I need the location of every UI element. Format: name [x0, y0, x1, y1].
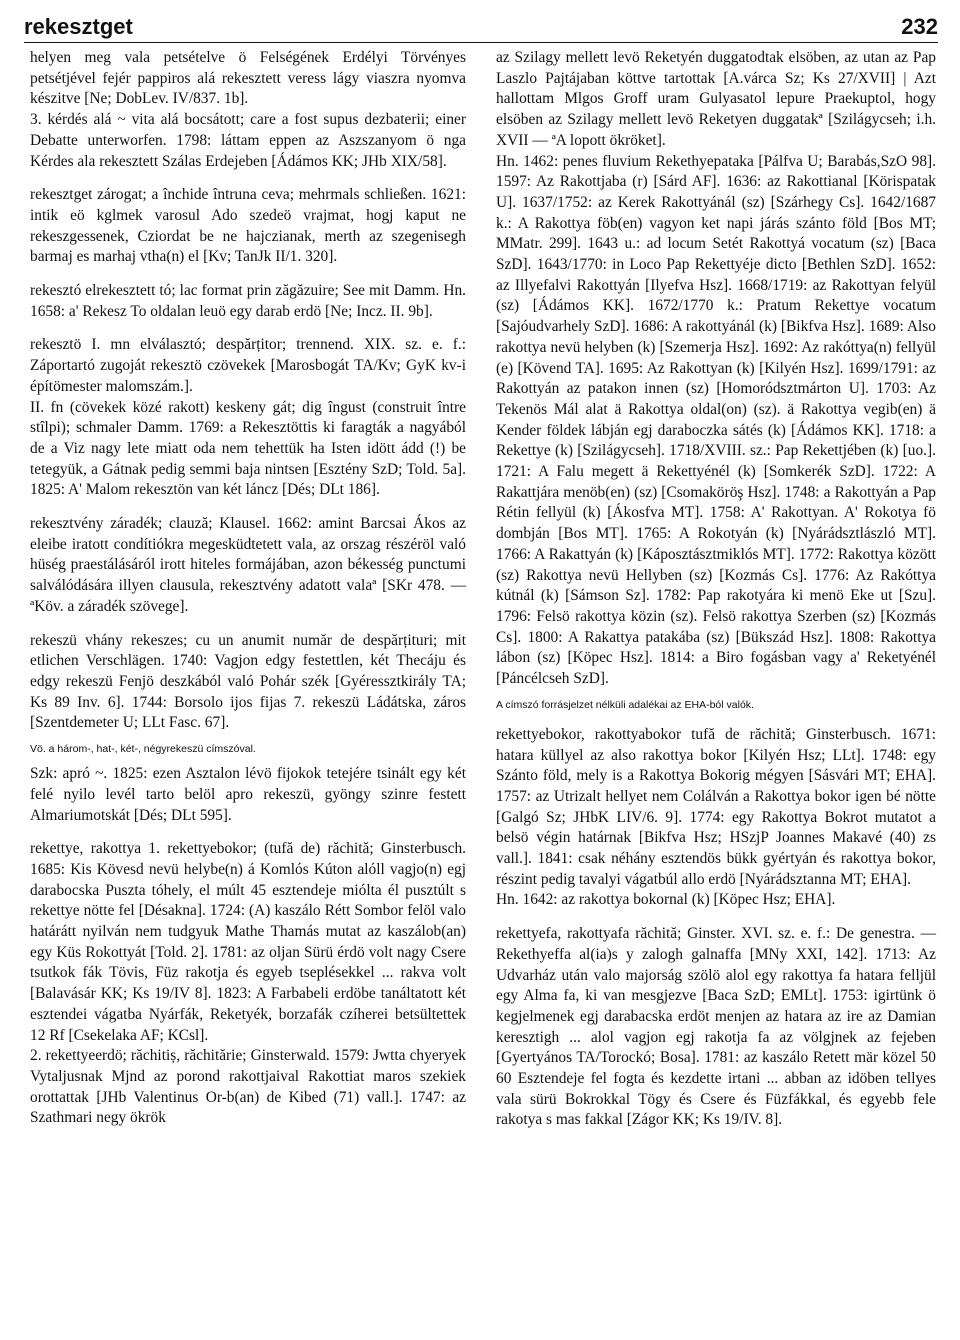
header-rule [24, 42, 938, 43]
running-headword: rekesztget [24, 14, 133, 39]
dictionary-entry: rekettyebokor, rakottyabokor tufă de răchită; Ginsterbusch. 1671: hatara küllyel az also rakottya bokor [Kilyén Hsz; LLt]. 1748: egy Szánto föld, mely is a Rakottya Bokorig mégyen [Sásvári MT; EHA]. 1757: az Utrizalt hellyet nem Colálván a Rakottya bokor igen bé nötte [Galgó Sz; JHbK LIV/6. 9]. 1774: egy Rakottya Bokrot mutatot a belsö végin határnak [Bikfva Hsz; HSzjP Joannes Makavé (40) zs vall.]. 1841: csak néhány esztendös bükk gyértyán és rakottya bokor, részint pedig tavalyi vágatbúl allo erdö [Nyárádsztanna MT; EHA]. [496, 725, 936, 888]
phrase-paragraph: Szk: apró ~. 1825: ezen Asztalon lévö fijokok tetejére tsinált egy két felé nyilo levél tarto belöl apro rekeszü, gyöngy szinre festett Almariumotskát [Dés; DLt 595]. [30, 765, 466, 824]
source-note: A címszó forrásjelzet nélküli adalékai az EHA-ból valók. [496, 698, 754, 711]
dictionary-entry: rekettyefa, rakottyafa răchită; Ginster. XVI. sz. e. f.: De genestra. — Rekethyeffa al(ia)s y zalogh galnaffa [MNy XXI, 142]. 1713: Az Udvarház után valo majorság szölö alol egy rakottya fa hatara felljül egy Alma fa, ki van mesgjezve [Baca SzD; EMLt]. 1753: igirtünk ö kegjelmenek egj darabacska erdöt menjen az hatara az ire az Damian keresztigh ... alol vagjon egj rakotja fa az völgjnek az fejeben [Gyertyános TA/Torockó; Bosa]. 1781: az kaszálo Retett mär közel 50 60 Esztendeje fel fogta és kezdette irtani ... abban az idöben tellyes vala sürü Bokrokkal Tögy és Csere és Füzfákkal, és egyebb fele rakotya s mas fakkal [Zágor KK; Ks 19/IV. 8]. [496, 925, 936, 1129]
page-number: 232 [901, 14, 938, 39]
sense-paragraph: 3. kérdés alá ~ vita alá bocsátott; care a fost supus dezbaterii; einer Debatte unterworfen. 1798: láttam eppen az Aszszanyom ö nga Kérdes ala rekesztett Szálas Erdejeben [Ádámos KK; JHb XIX/58]. [30, 111, 466, 170]
dictionary-entry: rekesztö I. mn elválasztó; despărțitor; trennend. XIX. sz. e. f.: Záportartó zugoját rekesztö czövekek [Marosbogát TA/Kv; GyK kv-i építömester malomszám.]. [30, 336, 466, 395]
dictionary-entry: rekettye, rakottya 1. rekettyebokor; (tufă de) răchită; Ginsterbusch. 1685: Kis Kövesd nevü helybe(n) á Komlós Kúton alóll vagjo(n) egj darabocska Puszta tóhely, el múlt 45 esztendeje miólta él pusztúlt s rekettye nötte fel [Désakna]. 1724: (A) kaszálo Rétt Sombor felöl valo határátt nyilván nem tudgyuk Mathe Thamás mutat az kaszálob(an) egy Küs Rokottyát [Told. 2]. 1781: az oljan Sürü érdö volt nagy Csere tsutkok fák Tövis, Füz rakotja és egyeb tseplésekkel ... rakva volt [Balavásár KK; Ks 19/IV 8]. 1823: A Farbabeli erdöbe tanáltatott két esztendei vágatba Nyárfák, Reketyék, borzafák czíherei betsültettek 12 Rf [Csekelaka AF; KCsl]. [30, 840, 466, 1044]
place-names-paragraph: Hn. 1462: penes fluvium Rekethyepataka [Pálfva U; Barabás,SzO 98]. 1597: Az Rakottjaba (r) [Sárd AF]. 1636: az Rakottianal [Körispatak U]. 1637/1752: az Kerek Rakottyánál (sz) [Szárhegy Cs]. 1642/1687 k.: A Rakottya föb(en) vagyon ket napi járás szánto föld [Bos MT; MMatr. 299]. 1643 u.: ad locum Setét Rakottyá vocatum (sz) [Baca SzD]. 1643/1770: in Loco Pap Rekettyéje dicto [Bethlen SzD]. 1652: az Illyefalvi Rakottyán [Ilyefva Hsz]. 1668/1719: az Rakottyan felyül (sz) [Ádámos KK]. 1672/1770 k.: Pratum Rekettye vocatum [Sajóudvarhely SzD]. 1686: A rakottyánál (k) [Bikfva Hsz]. 1689: Also rakottya nevü helyben (k) [Szemerja Hsz]. 1692: Az rakóttya(n) fellyül (e) [Kövend TA]. 1695: Az Rakottyan (k) [Kilyén Hsz]. 1699/1791: az Rakottyán az patakon innen (sz) [Homoródsztmárton U]. 1703: Az Tekenös Mál alat ä Rakottya oldal(on) (sz). ä Rakottya vegib(en) ä Kender földek lábján egj daraboczka sátés (k) [Ádámos KK]. 1718: a Rekettye (k) [Szilágycseh]. 1718/XVIII. sz.: Pap Rekettjében (k) [uo.]. 1721: A Falu megett ä Rekettyénél (k) [Somkerék SzD]. 1722: A Rakattjára menöb(en) (sz) [Csomaköröş Hsz]. 1748: a Rakottyán a Pap Rétin fellyül (k) [Ákosfva MT]. 1758: A' Rakottyan. A' Rokotya fö dombján [Bos MT]. 1765: A Rokotyán (k) [Nyárádsztlászló MT]. 1766: A Rakattyán (k) [Káposztásztmiklós MT]. 1772: Rakottya között (sz) Rakottya nevü Hellyben (sz) [Kozmás Cs]. 1776: Az Rakóttya kútnál (k) [Sámson Sz]. 1782: Pap rakotyára ki menö Eke ut [Szu]. 1796: Felsö rakottya közin (sz). Felsö rakottya Szerben (sz) [Kozmás Cs]. 1800: A Rakattya patakába (sz) [Bükszád Hsz]. 1808: Rakottya lábon (sz) [Köpec Hsz]. 1814: a Biro fogásban vagy a' Reketyénél [Páncélcseh SzD]. [496, 152, 936, 688]
sense-paragraph: 2. rekettyeerdö; răchitiș, răchitărie; Ginsterwald. 1579: Jwtta chyeryek Vytaljusnak Mjnd az porond rakottjaival Rakottiat maros szekiek orottattak [JHb Valentinus Or-b(an) de Kibed (71) vall.]. 1747: az Szathmari negy ökrök [30, 1047, 466, 1127]
entry-continuation: helyen meg vala petsételve ö Felségének Erdélyi Törvényes petsétjével fejér pappiros alá rekesztett veress lágy viaszra nyomva készitve [Ne; DobLev. IV/837. 1b]. [30, 49, 466, 108]
cross-reference-note: Vö. a három-, hat-, két-, négyrekeszü címszóval. [30, 743, 256, 756]
right-column [496, 48, 936, 1131]
dictionary-entry: rekesztget zárogat; a închide întruna ceva; mehrmals schließen. 1621: intik eö kglmek varosul Ado szedeö vrajmat, hogj kaput ne rekeszgessenek, Cziordat be ne hajczianak, merth az szegenisegh barmaj es marhaj vtha(n) el [Kv; TanJk II/1. 320]. [30, 186, 466, 266]
dictionary-entry: rekesztó elrekesztett tó; lac format prin zăgăzuire; See mit Damm. Hn. 1658: a' Rekesz To oldalan leuö egy darab erdö [Ne; Incz. II. 9b]. [30, 282, 466, 320]
place-names-paragraph: Hn. 1642: az rakottya bokornal (k) [Köpec Hsz; EHA]. [496, 891, 836, 909]
entry-continuation: az Szilagy mellett levö Reketyén duggatodtak elsöben, az utan az Pap Laszlo Pajtájaban köttve tartottak [A.várca Sz; Ks 27/XVII] | Azt hallottam Mlgos Groff uram Gulyasatol lepure Praekuptol, hogy elsöben az Szilagy mellett levö Reketyen duggatakª [Szilágycseh; i.h. XVII — ªA lopott ökröket]. [496, 49, 936, 149]
dictionary-entry: rekesztvény záradék; clauză; Klausel. 1662: amint Barcsai Ákos az eleibe iratott condítiókra megesküdtetett vala, az orszag részéröl való hüség praestálásáról irott hiteles formájában, azon békesség punctumi salválódására illyen clausula, rekesztvény adatott valaª [SKr 478. — ªKöv. a záradék szövege]. [30, 515, 466, 615]
left-column [30, 48, 466, 1129]
dictionary-entry: rekeszü vhány rekeszes; cu un anumit număr de despărțituri; mit etlichen Verschlägen. 1740: Vagjon edgy festettlen, két Thecáju és edgy rekeszü Fenjö deszkából való Pohár szék [Gyéressztkirály TA; Ks 89 Inv. 6]. 1744: Borsolo ijos fijas 7. rekeszü Ládátska, záros [Szentdemeter U; LLt Fasc. 67]. [30, 631, 466, 732]
page-header [24, 0, 938, 40]
sense-paragraph: II. fn (cövekek közé rakott) keskeny gát; dig îngust (construit între stîlpi); schmaler Damm. 1769: a Rekesztöttis ki faragták a nagyából de a Viz nagy lete miatt oda nem tehettük ha Isten idött ádd (!) be tetegyük, a Gátnak pedig semmi baja nintsen [Esztény SzD; Told. 5a]. 1825: A' Malom rekesztön van két láncz [Dés; DLt 186]. [30, 398, 466, 499]
